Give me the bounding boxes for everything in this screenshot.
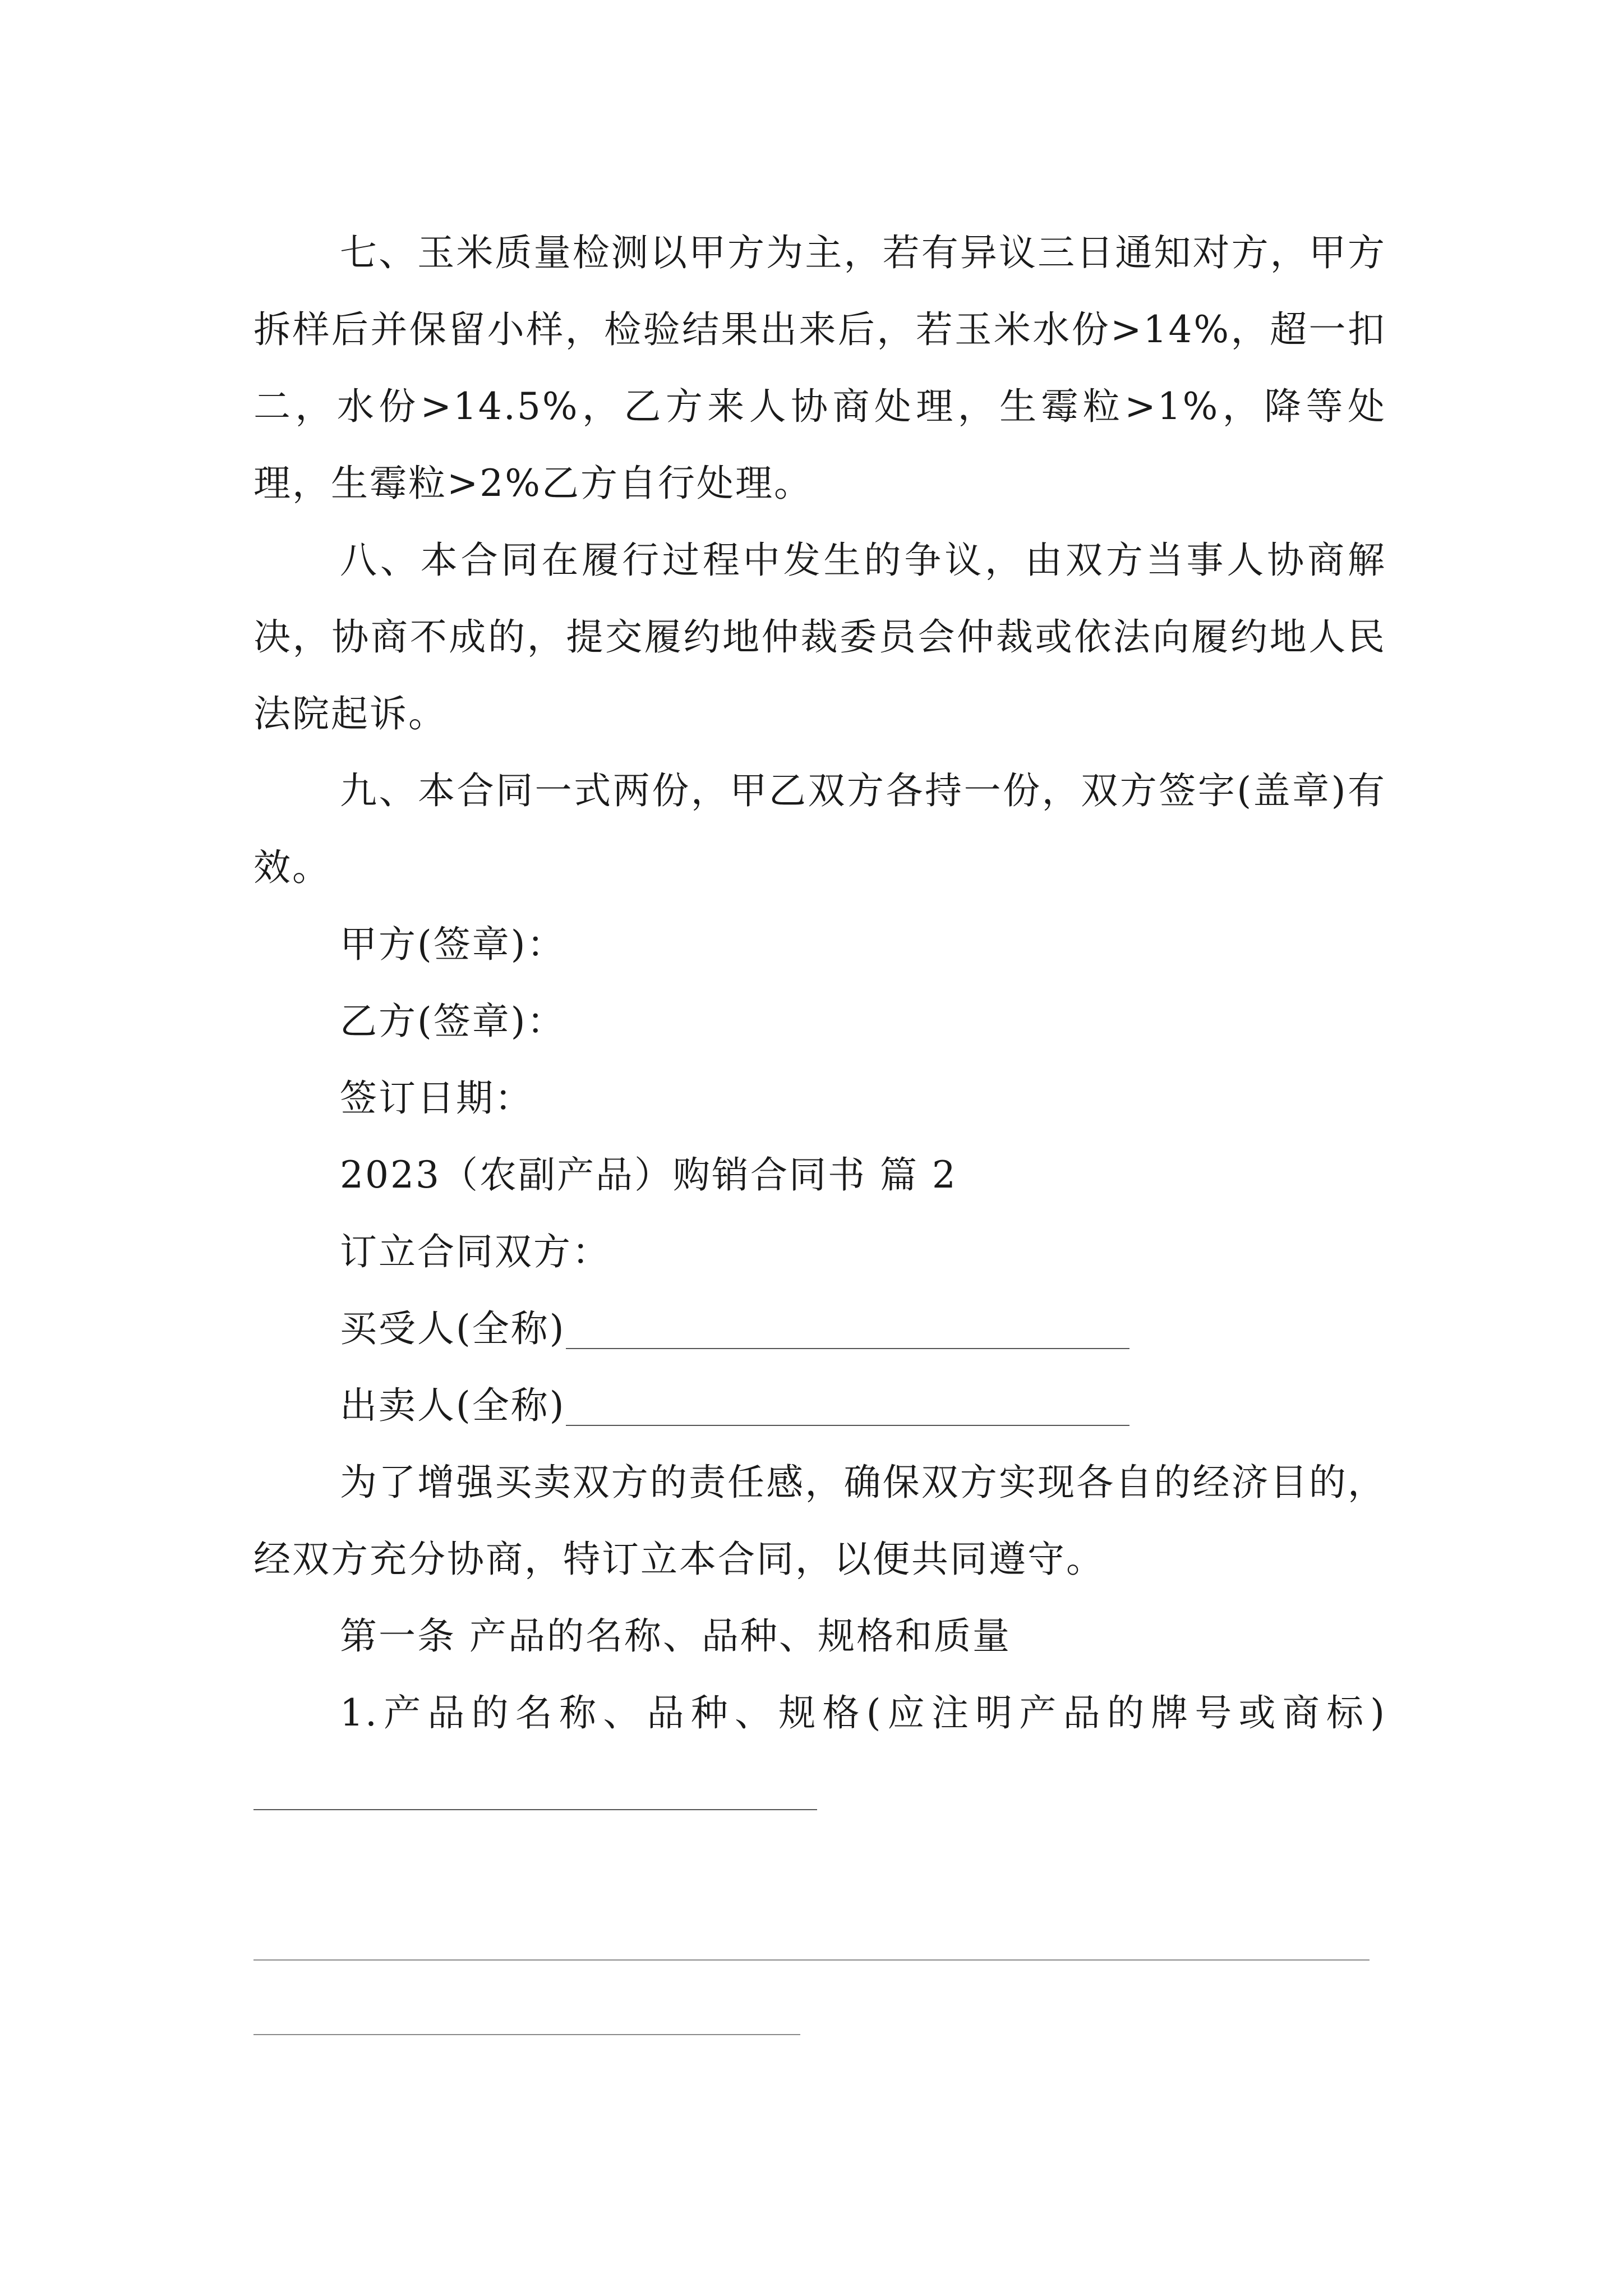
article-one-item-one	[253, 1674, 1386, 1828]
article-one-title: 第一条 产品的名称、品种、规格和质量	[340, 1614, 1011, 1658]
signing-date: 签订日期：	[340, 1076, 533, 1120]
purpose-paragraph: 为了增强买卖双方的责任感，确保双方实现各自的经济目的，经双方充分协商，特订立本合同，以便共同遵守。	[253, 1461, 1386, 1581]
parties-intro: 订立合同双方：	[340, 1230, 611, 1273]
article-one-item-one-text: 1.产品的名称、品种、规格(应注明产品的牌号或商标)	[340, 1691, 1386, 1734]
buyer-line	[253, 1290, 1386, 1367]
seller-label: 出卖人(全称)	[340, 1384, 566, 1427]
fill-rule-short	[253, 2034, 800, 2035]
clause-nine: 九、本合同一式两份，甲乙双方各持一份，双方签字(盖章)有效。	[253, 769, 1386, 889]
party-b-signature: 乙方(签章)：	[340, 1000, 566, 1043]
buyer-label: 买受人(全称)	[340, 1307, 566, 1350]
party-a-signature: 甲方(签章)：	[340, 923, 566, 966]
seller-line	[253, 1367, 1386, 1444]
buyer-fill-blank	[566, 1348, 1129, 1349]
fill-rule-long	[253, 1959, 1370, 1961]
seller-fill-blank	[566, 1425, 1129, 1426]
trademark-fill-blank	[253, 1809, 817, 1810]
clause-seven: 七、玉米质量检测以甲方为主，若有异议三日通知对方，甲方拆样后并保留小样，检验结果出来后，若玉米水份>14%，超一扣二，水份>14.5%，乙方来人协商处理，生霉粒>1%，降等处理，生霉粒>2%乙方自行处理。	[253, 231, 1386, 505]
section-title: 2023（农副产品）购销合同书 篇 2	[340, 1153, 957, 1197]
clause-eight: 八、本合同在履行过程中发生的争议，由双方当事人协商解决，协商不成的，提交履约地仲裁委员会仲裁或依法向履约地人民法院起诉。	[253, 539, 1386, 735]
document-body	[253, 214, 1386, 1828]
